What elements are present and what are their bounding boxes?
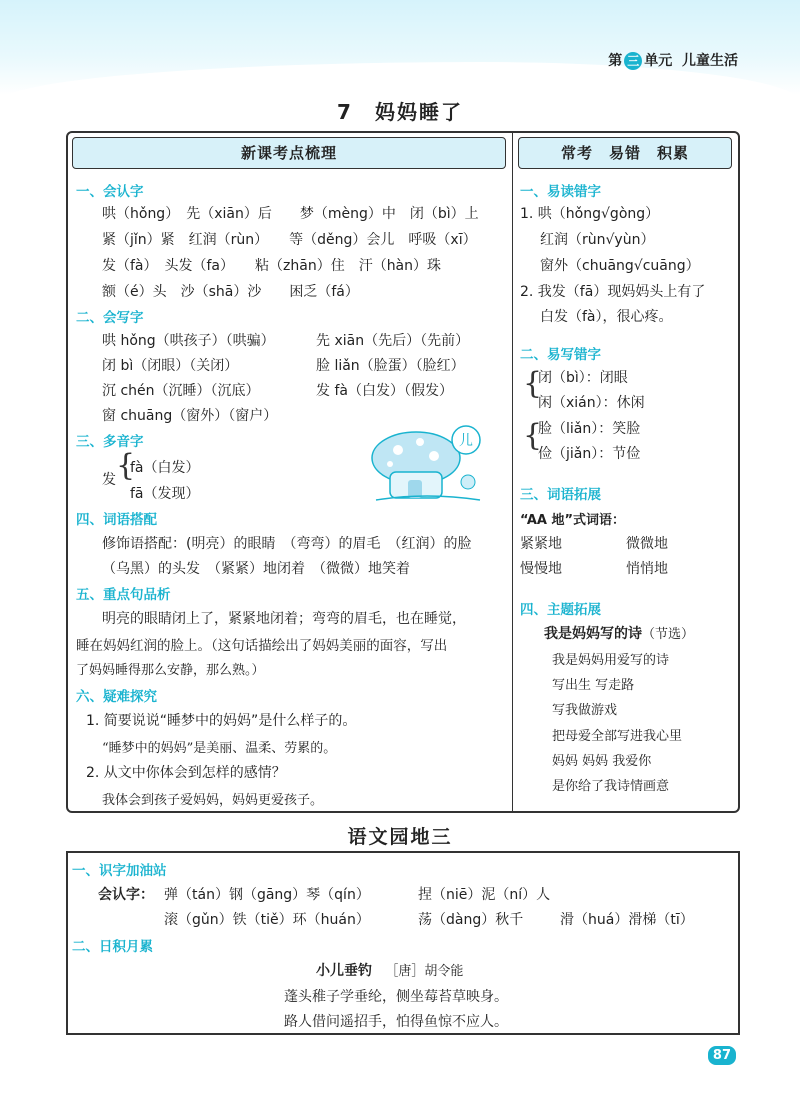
section-recognize-chars: 一、会认字: [76, 184, 144, 200]
key-sentence-line-3: 了妈妈睡得那么安静，那么熟。）: [76, 663, 265, 678]
write-row-3a: 沉 chén（沉睡）（沉底）: [102, 383, 260, 399]
miswrite-line-1: 闭（bì）：闭眼: [538, 370, 628, 386]
answer-1: “睡梦中的妈妈”是美丽、温柔、劳累的。: [102, 741, 337, 756]
miswrite-line-2: 闲（xián）：休闲: [538, 395, 645, 411]
mushroom-house-illustration: [368, 424, 486, 504]
chinese-garden-box: [66, 851, 740, 1035]
poem-line-3: 写我做游戏: [552, 703, 618, 718]
misread-line-2: 红润（rùn√yùn）: [540, 232, 655, 248]
recognize-row-4: 额（é）头 沙（shā）沙 困乏（fá）: [102, 284, 359, 300]
left-column-header: 新课考点梳理: [72, 137, 506, 169]
aa-word-3: 慢慢地: [520, 561, 562, 577]
misread-line-5: 白发（fà），很心疼。: [540, 309, 673, 325]
ancient-poem-line-2: 路人借问遥招手，怕得鱼惊不应人。: [284, 1014, 508, 1030]
section-polyphone: 三、多音字: [76, 434, 144, 450]
question-1: 1. 简要说说“睡梦中的妈妈”是什么样子的。: [86, 713, 357, 729]
top-banner: [0, 0, 800, 95]
polyphone-reading-1: fà（白发）: [130, 460, 200, 476]
brace-icon: {: [523, 418, 543, 453]
garden-section-title: 语文园地三: [347, 826, 453, 848]
brace-icon: {: [116, 448, 136, 483]
key-sentence-line-2: 睡在妈妈红润的脸上。（这句话描绘出了妈妈美丽的面容，写出: [76, 638, 448, 654]
unit-label: 第 三 单元 儿童生活: [608, 53, 738, 69]
write-row-1a: 哄 hǒng（哄孩子）（哄骗）: [102, 333, 275, 349]
question-2: 2. 从文中你体会到怎样的感情？: [86, 765, 286, 781]
aa-word-4: 悄悄地: [626, 561, 668, 577]
section-word-pairing: 四、词语搭配: [76, 512, 157, 528]
recognize-row-2: 紧（jǐn）紧 红润（rùn） 等（děng）会儿 呼吸（xī）: [102, 232, 477, 248]
write-row-2a: 闭 bì（闭眼）（关闭）: [102, 358, 239, 374]
answer-2: 我体会到孩子爱妈妈，妈妈更爱孩子。: [102, 793, 324, 808]
pairing-line-2: （乌黑）的头发 （紧紧）地闭着 （微微）地笑着: [102, 561, 410, 577]
poem-line-2: 写出生 写走路: [552, 678, 635, 693]
recognize-row-3: 发（fà） 头发（fa） 粘（zhān）住 汗（hàn）珠: [102, 258, 442, 274]
aa-words-subtitle: “AA 地”式词语：: [520, 513, 626, 528]
section-easy-miswrite: 二、易写错字: [520, 347, 601, 363]
misread-line-3: 窗外（chuāng√cuāng）: [540, 258, 700, 274]
ancient-poem-heading: 小儿垂钓 ［唐］胡令能: [316, 963, 464, 979]
polyphone-char: 发: [102, 472, 116, 488]
literacy-row2-a: 滚（gǔn）铁（tiě）环（huán）: [164, 912, 370, 928]
poem-line-1: 我是妈妈用爱写的诗: [552, 653, 670, 668]
miswrite-line-4: 俭（jiǎn）：节俭: [538, 446, 641, 462]
section-difficult-questions: 六、疑难探究: [76, 689, 157, 705]
aa-word-1: 紧紧地: [520, 536, 562, 552]
section-key-sentence: 五、重点句品析: [76, 587, 171, 603]
poem-title: 我是妈妈写的诗（节选）: [544, 626, 695, 642]
write-row-3b: 发 fà（白发）（假发）: [316, 383, 453, 399]
section-write-chars: 二、会写字: [76, 310, 144, 326]
misread-line-4: 2. 我发（fā）现妈妈头上有了: [520, 284, 706, 300]
write-row-1b: 先 xiān（先后）（先前）: [316, 333, 470, 349]
recognize-row-1: 哄（hǒng） 先（xiān）后 梦（mèng）中 闭（bì）上: [102, 206, 479, 222]
recognize-label: 会认字：: [98, 887, 154, 903]
poem-line-6: 是你给了我诗情画意: [552, 779, 670, 794]
literacy-row1-a: 弹（tán）钢（gāng）琴（qín）: [164, 887, 370, 903]
brace-icon: {: [523, 366, 543, 401]
section-literacy-station: 一、识字加油站: [72, 863, 167, 879]
lesson-title: 7 妈妈睡了: [337, 100, 463, 124]
misread-line-1: 1. 哄（hǒng√gòng）: [520, 206, 660, 222]
pairing-line-1: 修饰语搭配：(明亮）的眼睛 （弯弯）的眉毛 （红润）的脸: [102, 536, 472, 552]
poem-line-4: 把母爱全部写进我心里: [552, 729, 683, 744]
miswrite-line-3: 脸（liǎn）：笑脸: [538, 421, 641, 437]
page-number: 87: [708, 1046, 736, 1065]
poem-line-5: 妈妈 妈妈 我爱你: [552, 754, 652, 769]
svg-text:儿: 儿: [459, 433, 473, 449]
polyphone-reading-2: fā（发现）: [130, 486, 200, 502]
section-theme-expansion: 四、主题拓展: [520, 602, 601, 618]
right-column-header: 常考 易错 积累: [518, 137, 732, 169]
write-row-4a: 窗 chuāng（窗外）（窗户）: [102, 408, 278, 424]
ancient-poem-line-1: 蓬头稚子学垂纶，侧坐莓苔草映身。: [284, 989, 508, 1005]
literacy-row1-b: 捏（niē）泥（ní）人: [418, 887, 551, 903]
section-word-expansion: 三、词语拓展: [520, 487, 601, 503]
literacy-row2-c: 滑（huá）滑梯（tī）: [560, 912, 694, 928]
write-row-2b: 脸 liǎn（脸蛋）（脸红）: [316, 358, 465, 374]
section-easy-misread: 一、易读错字: [520, 184, 601, 200]
literacy-row2-b: 荡（dàng）秋千: [418, 912, 524, 928]
aa-word-2: 微微地: [626, 536, 668, 552]
key-sentence-line-1: 明亮的眼睛闭上了，紧紧地闭着；弯弯的眉毛，也在睡觉，: [102, 611, 466, 627]
section-daily-accumulation: 二、日积月累: [72, 939, 153, 955]
